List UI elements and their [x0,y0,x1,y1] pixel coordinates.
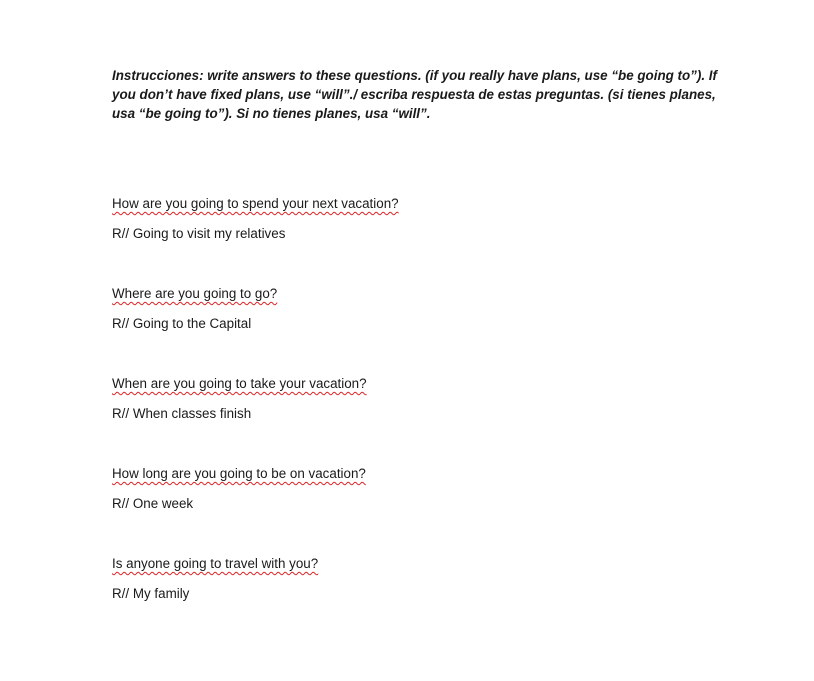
question-2: Where are you going to go? [112,286,278,301]
question-3: When are you going to take your vacation? [112,376,367,391]
question-4: How long are you going to be on vacation? [112,466,366,481]
answer-4: R// One week [112,496,194,511]
answer-5: R// My family [112,586,190,601]
question-1: How are you going to spend your next vacation? [112,196,399,211]
instructions-paragraph [112,66,717,123]
instructions-line-3: usa “be going to”). Si no tienes planes, usa “will”. [112,106,431,121]
instructions-line-2: you don’t have fixed plans, use “will”./ escriba respuesta de estas preguntas. (si tienes planes, [112,87,716,102]
answer-2: R// Going to the Capital [112,316,252,331]
question-5: Is anyone going to travel with you? [112,556,319,571]
instructions-line-1: Instrucciones: write answers to these questions. (if you really have plans, use “be going to”). If [112,68,717,83]
answer-1: R// Going to visit my relatives [112,226,286,241]
answer-3: R// When classes finish [112,406,252,421]
